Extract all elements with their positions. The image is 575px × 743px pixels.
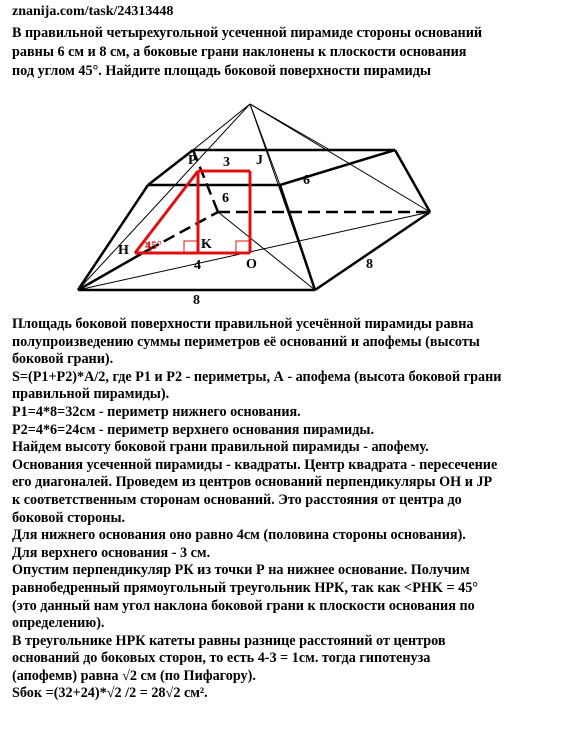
solution-line: к соответственным сторонам оснований. Это расстояния от центра до xyxy=(12,491,462,508)
solution-line: В треугольнике НРК катеты равны разнице расстояний от центров xyxy=(12,632,446,649)
solution-line: боковой грани). xyxy=(12,351,114,368)
pyramid-drawing xyxy=(0,90,575,310)
diagonal-line xyxy=(78,212,430,290)
solution-line: Для нижнего основания оно равно 4см (половина стороны основания). xyxy=(12,527,466,544)
solution-line: P2=4*6=24см - периметр верхнего основания пирамиды. xyxy=(12,421,375,438)
solution-line: определению). xyxy=(12,615,105,632)
solution-line: правильной пирамиды). xyxy=(12,386,170,403)
label-four: 4 xyxy=(194,258,201,273)
label-H: H xyxy=(118,243,129,258)
pyramid-figure xyxy=(0,90,575,310)
problem-line: равны 6 см и 8 см, а боковые грани наклонены к плоскости основания xyxy=(12,44,467,60)
label-P: P xyxy=(188,153,197,168)
top-edge xyxy=(148,150,193,185)
top-edge xyxy=(280,150,395,185)
top-base xyxy=(148,150,395,185)
solution-line: его диагоналей. Проведем из центров оснований перпендикуляры ОН и JP xyxy=(12,474,493,491)
apex-edge xyxy=(193,104,250,150)
solution-line: Найдем высоту боковой грани правильной пирамиды - апофему. xyxy=(12,439,429,456)
apex-edge xyxy=(250,104,280,185)
solution-line: P1=4*8=32см - периметр нижнего основания. xyxy=(12,403,301,420)
diagonal-line xyxy=(218,212,315,290)
solution-text xyxy=(12,316,570,703)
right-angle-K xyxy=(184,241,198,253)
label-eight-bottom: 8 xyxy=(193,293,200,308)
figure-labels xyxy=(118,153,373,308)
solution-line: полупроизведению суммы периметров её оснований и апофемы (высоты xyxy=(12,333,480,350)
lateral-edge xyxy=(78,185,148,290)
solution-line: S=(P1+P2)*A/2, где P1 и P2 - периметры, А - апофема (высота боковой грани xyxy=(12,368,502,385)
problem-statement xyxy=(12,24,567,81)
solution-line: Sбок =(32+24)*√2 /2 = 28√2 см². xyxy=(12,685,208,702)
lateral-edge xyxy=(280,185,315,290)
label-six-top: 6 xyxy=(303,173,310,188)
lateral-edge xyxy=(395,150,430,212)
solution-line: Площадь боковой поверхности правильной усечённой пирамиды равна xyxy=(12,316,474,332)
label-three: 3 xyxy=(223,155,230,170)
problem-line: под углом 45°. Найдите площадь боковой поверхности пирамиды xyxy=(12,63,431,79)
solution-line: Основания усеченной пирамиды - квадраты. Центр квадрата - пересечение xyxy=(12,456,498,473)
label-J: J xyxy=(256,153,263,168)
solution-line: Опустим перпендикуляр РК из точки Р на нижнее основание. Получим xyxy=(12,562,470,579)
label-angle: 45° xyxy=(145,238,162,252)
source-url[interactable]: znanija.com/task/24313448 xyxy=(12,4,174,19)
label-O: O xyxy=(246,257,257,272)
label-eight-right: 8 xyxy=(366,257,373,272)
solution-line: оснований до боковых сторон, то есть 4-3 = 1см. тогда гипотенуза xyxy=(12,650,431,667)
label-six-mid: 6 xyxy=(222,191,229,206)
bottom-edge xyxy=(78,250,148,290)
bottom-edge xyxy=(315,212,430,290)
right-angle-O xyxy=(236,241,250,253)
solution-line: боковой стороны. xyxy=(12,509,126,526)
apex-edge xyxy=(250,104,430,212)
solution-line: Для верхнего основания - 3 см. xyxy=(12,544,211,561)
label-K: K xyxy=(201,237,212,252)
problem-line: В правильной четырехугольной усеченной пирамиде стороны оснований xyxy=(12,25,483,41)
solution-line: (апофемв) равна √2 см (по Пифагору). xyxy=(12,667,256,684)
solution-line: равнобедренный прямоугольный треугольник НРК, так как <PHK = 45° xyxy=(12,579,479,596)
solution-line: (это данный нам угол наклона боковой грани к плоскости основания по xyxy=(12,597,475,614)
